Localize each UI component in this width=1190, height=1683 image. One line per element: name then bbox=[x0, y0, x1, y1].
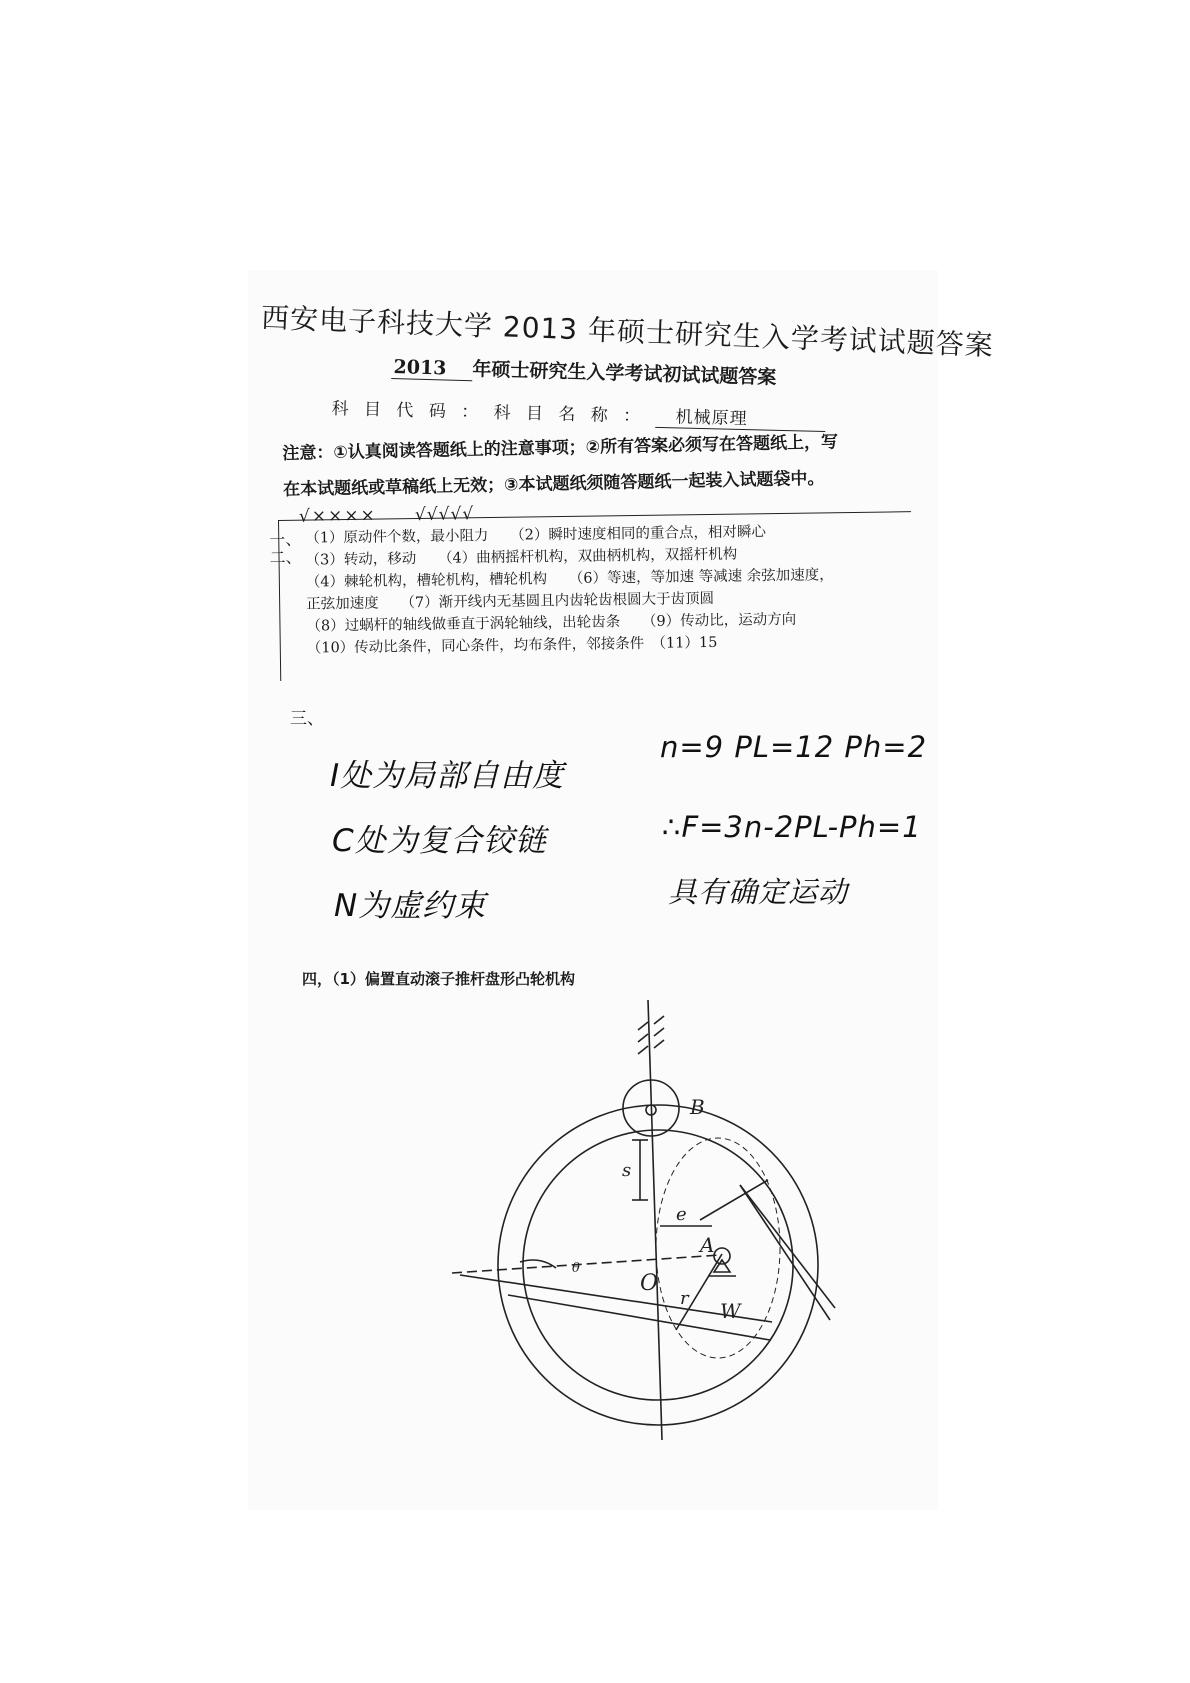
handwritten-right-3: 具有确定运动 bbox=[668, 875, 849, 909]
section2-line-3: （4）棘轮机构，槽轮机构，槽轮机构 （6）等速，等加速 等减速 余弦加速度， bbox=[305, 567, 834, 591]
handwritten-right-2: ∴F=3n-2PL-Ph=1 bbox=[662, 810, 922, 844]
diagonal-line bbox=[700, 1180, 768, 1220]
guide-mark-left-3 bbox=[638, 1046, 648, 1054]
notice-line-1: 注意：①认真阅读答题纸上的注意事项；②所有答案必须写在答题纸上，写 bbox=[282, 432, 839, 464]
handwritten-left-1: I处为局部自由度 bbox=[330, 758, 565, 794]
section1-marks-a: √×××× bbox=[298, 505, 377, 527]
label-W: W bbox=[720, 1299, 741, 1323]
subtitle-year: 2013 bbox=[391, 356, 473, 381]
horizontal-line bbox=[452, 1255, 720, 1273]
section2-line-4: 正弦加速度 （7）渐开线内无基圆且内齿轮齿根圆大于齿顶圆 bbox=[306, 590, 715, 613]
guide-mark-right-2 bbox=[654, 1028, 664, 1036]
offset-circle bbox=[656, 1138, 780, 1358]
section1-marks-b: √√√√√ bbox=[414, 504, 475, 526]
guide-mark-right-3 bbox=[654, 1040, 664, 1048]
handwritten-right-1: n=9 PL=12 Ph=2 bbox=[660, 730, 928, 764]
section2-line-6: （10）传动比条件，同心条件，均布条件，邻接条件 （11）15 bbox=[306, 634, 718, 657]
page-title: 西安电子科技大学 2013 年硕士研究生入学考试试题答案 bbox=[260, 300, 995, 363]
subtitle-text: 年硕士研究生入学考试初试试题答案 bbox=[472, 358, 777, 389]
subject-label: 科 目 代 码 ： 科 目 名 称 ： bbox=[331, 398, 646, 427]
follower-axis-line bbox=[648, 1000, 662, 1440]
subject-name: 机械原理 bbox=[655, 402, 826, 432]
label-theta: θ bbox=[572, 1261, 580, 1276]
section2-label: 二、 bbox=[269, 547, 302, 568]
guide-mark-left bbox=[638, 1022, 648, 1030]
cam-profile-outer bbox=[498, 1105, 818, 1425]
section1-label: 一、 bbox=[269, 529, 302, 550]
common-normal-line bbox=[740, 1185, 830, 1320]
section3-label: 三、 bbox=[290, 709, 324, 729]
guide-mark-right bbox=[654, 1016, 664, 1024]
label-B: B bbox=[690, 1095, 705, 1119]
label-O: O bbox=[640, 1271, 659, 1296]
guide-mark-left-2 bbox=[638, 1034, 648, 1042]
section4-label: 四，（1）偏置直动滚子推杆盘形凸轮机构 bbox=[302, 970, 575, 988]
handwritten-left-2: C处为复合铰链 bbox=[332, 823, 547, 859]
notice-line-2: 在本试题纸或草稿纸上无效；③本试题纸须随答题纸一起装入试题袋中。 bbox=[282, 468, 825, 500]
label-A: A bbox=[700, 1233, 715, 1257]
label-r: r bbox=[680, 1288, 689, 1309]
tangent-right bbox=[740, 1185, 835, 1308]
handwritten-left-3: N为虚约束 bbox=[334, 888, 487, 924]
label-e: e bbox=[676, 1204, 687, 1225]
label-s: s bbox=[622, 1160, 632, 1181]
section2-line-5: （8）过蜗杆的轴线做垂直于涡轮轴线，出轮齿条 （9）传动比，运动方向 bbox=[306, 611, 797, 635]
section2-line-1: （1）原动件个数，最小阻力 （2）瞬时速度相同的重合点，相对瞬心 bbox=[305, 524, 767, 547]
section2-line-2: （3）转动，移动 （4）曲柄摇杆机构，双曲柄机构，双摇杆机构 bbox=[305, 546, 738, 569]
